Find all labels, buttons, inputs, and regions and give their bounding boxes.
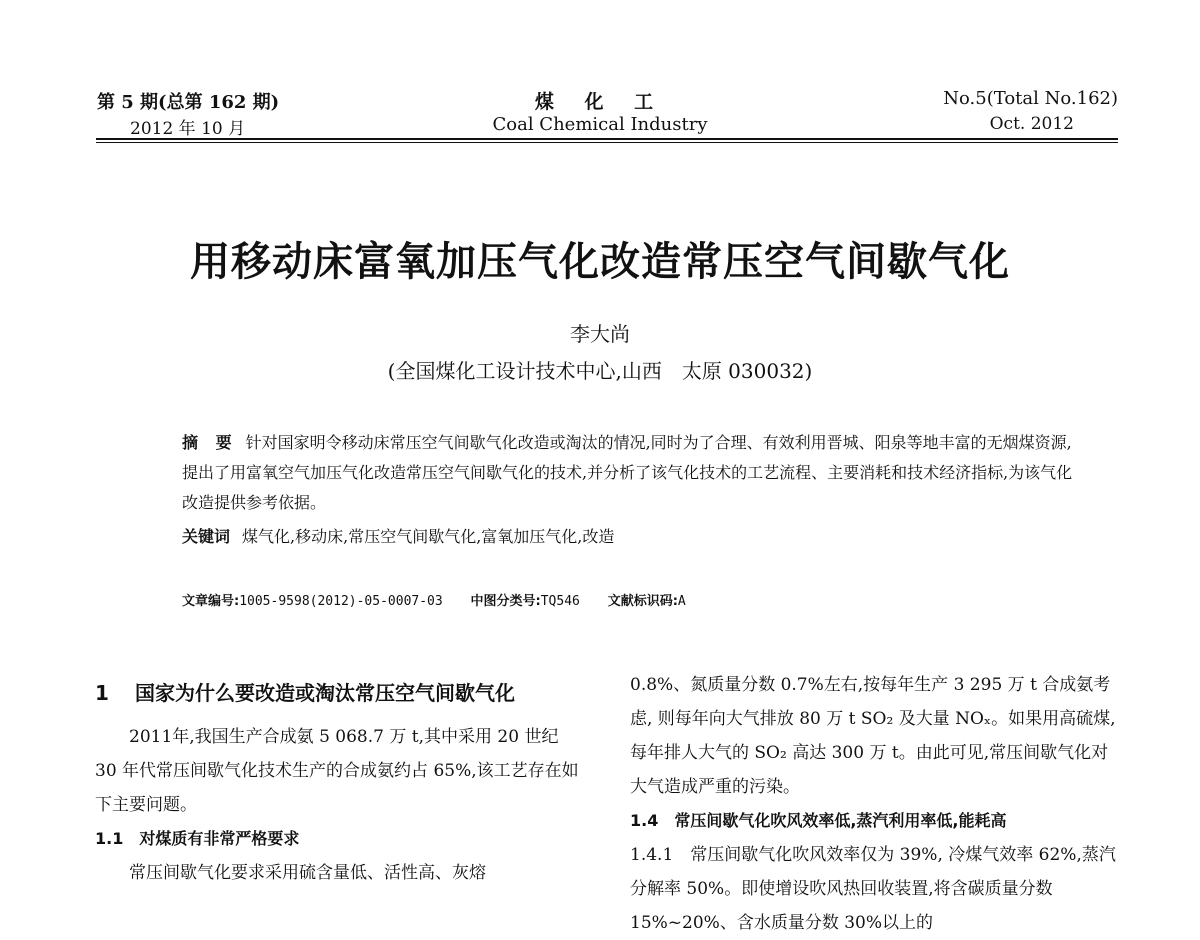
section-title: 国家为什么要改造或淘汰常压空气间歇气化 <box>135 681 515 705</box>
keywords-label: 关键词 <box>182 527 231 546</box>
issue-date-en: Oct. 2012 <box>989 114 1074 134</box>
article-meta-line <box>182 590 686 609</box>
left-column <box>95 676 585 890</box>
subsection-title: 对煤质有非常严格要求 <box>139 829 300 848</box>
right-column <box>630 668 1120 940</box>
issue-date-cn: 2012 年 10 月 <box>130 119 246 139</box>
subsection-heading <box>630 804 1120 838</box>
body-paragraph: 1.4.1 常压间歇气化吹风效率仅为 39%, 冷煤气效率 62%,蒸汽分解率 50%。即使增设吹风热回收装置,将含碳质量分数 15%~20%、含水质量分数 30%以上的 <box>630 845 1116 933</box>
keywords-line <box>182 524 614 547</box>
abstract-paragraph <box>142 428 1082 518</box>
article-number: 1005-9598(2012)-05-0007-03 <box>239 594 443 609</box>
doc-code-label: 文献标识码: <box>607 594 678 609</box>
paper-title: 用移动床富氧加压气化改造常压空气间歇气化 <box>190 239 1010 285</box>
keywords-text: 煤气化,移动床,常压空气间歇气化,富氧加压气化,改造 <box>242 527 615 546</box>
clc-number: TQ546 <box>540 594 580 609</box>
journal-name-en: Coal Chemical Industry <box>492 114 708 135</box>
subsection-number: 1.4 <box>630 811 659 830</box>
issue-number-en: No.5(Total No.162) <box>943 88 1118 109</box>
clc-label: 中图分类号: <box>470 594 541 609</box>
abstract-text: 针对国家明令移动床常压空气间歇气化改造或淘汰的情况,同时为了合理、有效利用晋城、阳泉等地丰富的无烟煤资源,提出了用富氧空气加压气化改造常压空气间歇气化的技术,并分析了该气化技术的工艺流程、主要消耗和技术经济指标,为该气化改造提供参考依据。 <box>182 433 1073 512</box>
issue-number-cn: 第 5 期(总第 162 期) <box>97 92 280 113</box>
header-rule <box>96 138 1118 140</box>
paper-author: 李大尚 <box>570 322 630 346</box>
body-paragraph: 常压间歇气化要求采用硫含量低、活性高、灰熔 <box>129 863 486 883</box>
subsection-title: 常压间歇气化吹风效率低,蒸汽利用率低,能耗高 <box>674 811 1007 830</box>
author-affiliation: (全国煤化工设计技术中心,山西 太原 030032) <box>387 359 813 383</box>
body-paragraph: 0.8%、氮质量分数 0.7%左右,按每年生产 3 295 万 t 合成氨考虑, 则每年向大气排放 80 万 t SO₂ 及大量 NOₓ。如果用高硫煤,每年排人大气的 SO₂ 高达 300 万 t。由此可见,常压间歇气化对大气造成严重的污染。 <box>630 675 1116 797</box>
article-number-label: 文章编号: <box>182 594 240 609</box>
abstract-block <box>142 428 1082 518</box>
subsection-heading <box>95 822 585 856</box>
section-heading <box>95 676 585 710</box>
body-paragraph: 2011年,我国生产合成氨 5 068.7 万 t,其中采用 20 世纪 30 年代常压间歇气化技术生产的合成氨约占 65%,该工艺存在如下主要问题。 <box>95 727 579 815</box>
abstract-label: 摘 要 <box>182 433 238 452</box>
doc-code: A <box>677 594 686 609</box>
header-rule-thin <box>96 142 1118 143</box>
section-number: 1 <box>95 681 109 705</box>
journal-name-cn: 煤 化 工 <box>534 91 666 113</box>
subsection-number: 1.1 <box>95 829 124 848</box>
